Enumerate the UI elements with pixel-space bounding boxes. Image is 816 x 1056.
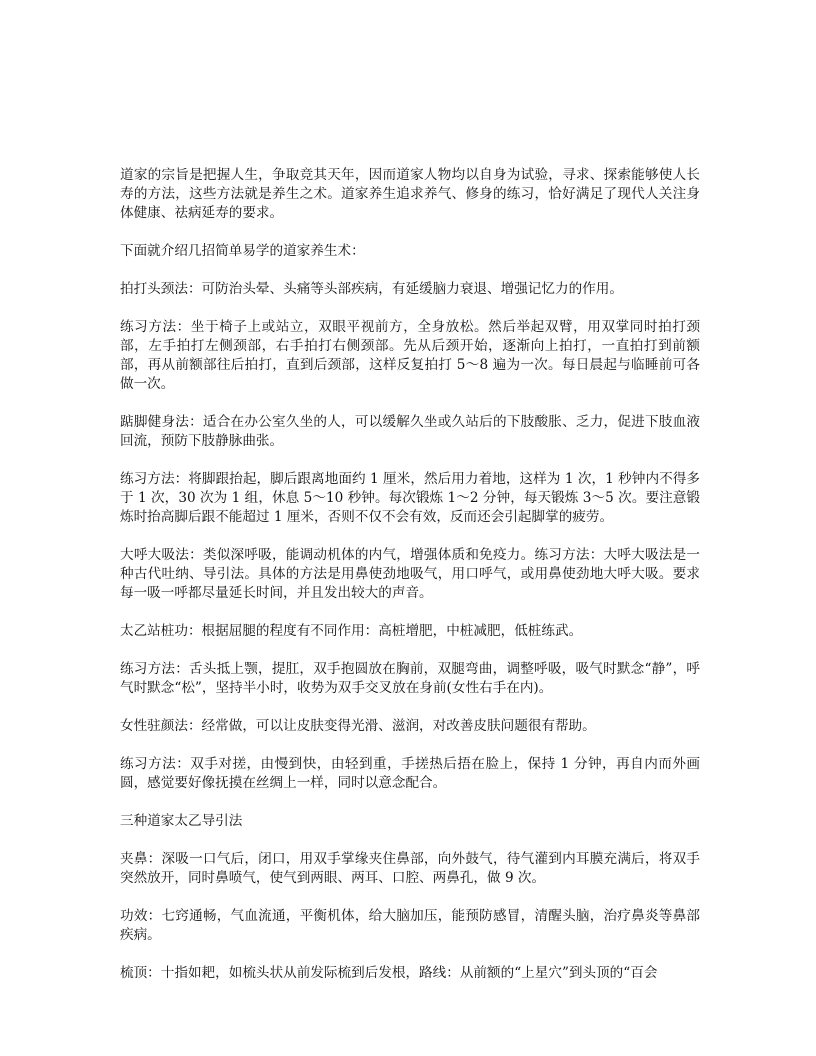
method-comb-head: 梳顶：十指如耙，如梳头状从前发际梳到后发根，路线：从前额的“上星穴”到头顶的“百会	[120, 965, 658, 981]
practice-pat-head-neck: 练习方法：坐于椅子上或站立，双眼平视前方，全身放松。然后举起双臂，用双掌同时拍打颈部，左手拍打左侧颈部，右手拍打右侧颈部。先从后颈开始，逐渐向上拍打，一直拍打到前额部，再从前额部往后拍打，直到后颈部，这样反复拍打 5～8 遍为一次。每日晨起与临睡前可各做一次。	[120, 319, 700, 392]
practice-taiyi-stance: 练习方法：舌头抵上颚，提肛，双手抱圆放在胸前，双腿弯曲，调整呼吸，吸气时默念“静”，呼气时默念“松”，坚持半小时，收势为双手交叉放在身前(女性右手在内)。	[120, 661, 700, 696]
practice-face-care: 练习方法：双手对搓，由慢到快，由轻到重，手搓热后捂在脸上，保持 1 分钟，再自内而外画圆，感觉要好像抚摸在丝绸上一样，同时以意念配合。	[120, 756, 700, 791]
method-tiptoe: 踮脚健身法：适合在办公室久坐的人，可以缓解久坐或久站后的下肢酸胀、乏力，促进下肢血液回流，预防下肢静脉曲张。	[120, 414, 700, 449]
method-taiyi-stance: 太乙站桩功：根据屈腿的程度有不同作用：高桩增肥，中桩减肥，低桩练武。	[120, 623, 583, 639]
effect-nose-pinch: 功效：七窍通畅，气血流通，平衡机体，给大脑加压，能预防感冒，清醒头脑，治疗鼻炎等鼻部疾病。	[120, 908, 700, 943]
method-face-care: 女性驻颜法：经常做，可以让皮肤变得光滑、滋润，对改善皮肤问题很有帮助。	[120, 718, 596, 734]
method-pat-head-neck: 拍打头颈法：可防治头晕、头痛等头部疾病，有延缓脑力衰退、增强记忆力的作用。	[120, 281, 623, 297]
section-lead: 下面就介绍几招简单易学的道家养生术：	[120, 243, 365, 259]
practice-tiptoe: 练习方法：将脚跟抬起，脚后跟离地面约 1 厘米，然后用力着地，这样为 1 次，1 秒钟内不得多于 1 次，30 次为 1 组，休息 5～10 秒钟。每次锻炼 1～2 分钟，每天锻炼 3～5 次。要注意锻炼时抬高脚后跟不能超过 1 厘米，否则不仅不会有效，反而还会引起脚掌的疲劳。	[120, 471, 700, 525]
section-heading-taiyi: 三种道家太乙导引法	[120, 813, 243, 829]
method-deep-breathing: 大呼大吸法：类似深呼吸，能调动机体的内气，增强体质和免疫力。练习方法：大呼大吸法是一种古代吐纳、导引法。具体的方法是用鼻使劲地吸气，用口呼气，或用鼻使劲地大呼大吸。要求每一吸一呼都尽量延长时间，并且发出较大的声音。	[120, 547, 700, 601]
method-nose-pinch: 夹鼻：深吸一口气后，闭口，用双手掌缘夹住鼻部，向外鼓气，待气灌到内耳膜充满后，将双手突然放开，同时鼻喷气，使气到两眼、两耳、口腔、两鼻孔，做 9 次。	[120, 851, 700, 886]
document-body	[120, 166, 700, 1002]
intro-paragraph: 道家的宗旨是把握人生，争取竞其天年，因而道家人物均以自身为试验，寻求、探索能够使人长寿的方法，这些方法就是养生之术。道家养生追求养气、修身的练习，恰好满足了现代人关注身体健康、祛病延寿的要求。	[120, 167, 700, 221]
